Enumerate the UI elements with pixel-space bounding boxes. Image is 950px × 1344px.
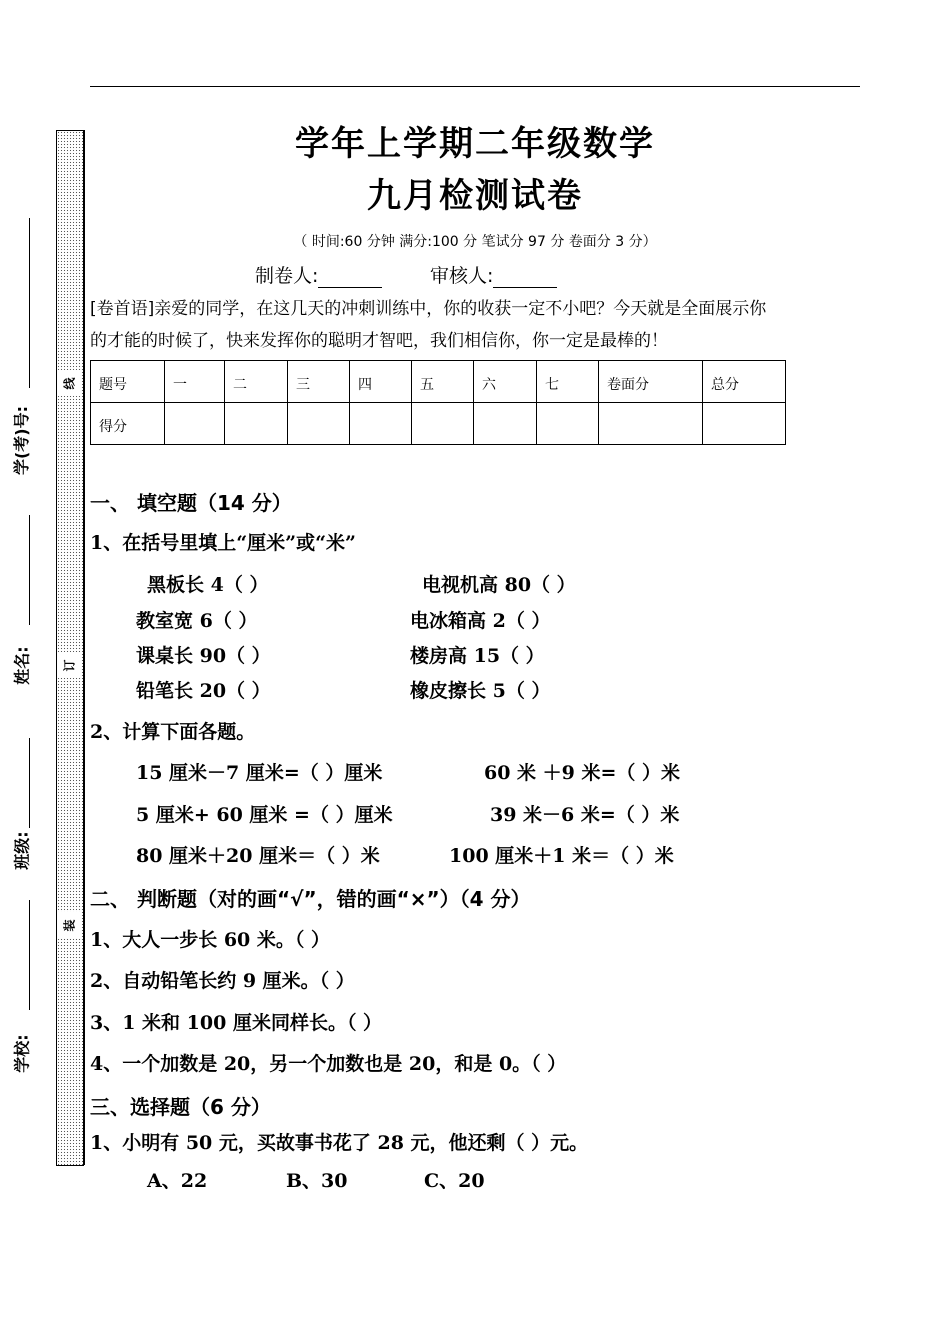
score-table-score-row <box>91 403 786 445</box>
school-label: 学校: <box>12 1033 32 1073</box>
judge-item: 4、一个加数是 20，另一个加数也是 20，和是 0。（ ） <box>90 1053 567 1075</box>
header-cell: 卷面分 <box>599 361 703 403</box>
strip-char-xian: 线 <box>57 370 81 396</box>
header-cell: 三 <box>288 361 350 403</box>
header-cell: 二 <box>225 361 288 403</box>
judge-item: 1、大人一步长 60 米。（ ） <box>90 929 331 951</box>
section-2-title: 二、 判断题（对的画“√”，错的画“×”）（4 分） <box>90 887 531 911</box>
score-cell[interactable] <box>225 403 288 445</box>
header-cell: 五 <box>412 361 474 403</box>
header-cell: 四 <box>350 361 412 403</box>
score-row-label: 得分 <box>91 403 165 445</box>
score-cell[interactable] <box>165 403 225 445</box>
header-cell: 总分 <box>703 361 786 403</box>
class-label: 班级: <box>12 830 32 870</box>
school-line <box>29 900 30 1010</box>
fill-item: 教室宽 6（ ） <box>136 610 258 632</box>
maker-label: 制卷人: <box>255 265 319 287</box>
question-1-1: 1、在括号里填上“厘米”或“米” <box>90 532 356 554</box>
intro-line-1: [卷首语]亲爱的同学，在这几天的冲刺训练中，你的收获一定不小吧？今天就是全面展示你 <box>90 299 767 319</box>
choice-option-b[interactable]: B、30 <box>286 1170 348 1192</box>
fill-item: 黑板长 4（ ） <box>147 574 269 596</box>
choice-option-c[interactable]: C、20 <box>424 1170 485 1192</box>
binding-strip-border <box>84 130 85 1165</box>
calc-item: 80 厘米＋20 厘米＝（ ）米 <box>136 845 380 867</box>
judge-item: 2、自动铅笔长约 9 厘米。（ ） <box>90 970 355 992</box>
reviewer-label: 审核人: <box>430 265 494 287</box>
title-line-2: 九月检测试卷 <box>367 176 583 216</box>
score-cell[interactable] <box>350 403 412 445</box>
header-cell: 一 <box>165 361 225 403</box>
fill-item: 课桌长 90（ ） <box>136 645 271 667</box>
question-1-2: 2、计算下面各题。 <box>90 721 256 743</box>
maker-field <box>255 261 382 288</box>
calc-item: 60 米 ＋9 米=（ ）米 <box>484 762 681 784</box>
binding-strip <box>56 130 84 1166</box>
calc-item: 39 米－6 米=（ ）米 <box>490 804 680 826</box>
choice-question-1: 1、小明有 50 元，买故事书花了 28 元，他还剩（ ）元。 <box>90 1132 589 1154</box>
top-rule <box>90 86 860 87</box>
fill-item: 橡皮擦长 5（ ） <box>410 680 551 702</box>
title-line-1: 学年上学期二年级数学 <box>295 124 655 164</box>
score-cell[interactable] <box>412 403 474 445</box>
maker-blank[interactable] <box>318 269 382 288</box>
header-cell: 题号 <box>91 361 165 403</box>
calc-item: 5 厘米+ 60 厘米 =（ ）厘米 <box>136 804 393 826</box>
section-1-title: 一、 填空题（14 分） <box>90 491 292 515</box>
exam-info: （ 时间:60 分钟 满分:100 分 笔试分 97 分 卷面分 3 分） <box>293 234 657 250</box>
score-cell[interactable] <box>537 403 599 445</box>
calc-item: 15 厘米－7 厘米=（ ）厘米 <box>136 762 383 784</box>
name-line <box>29 515 30 625</box>
score-table <box>90 360 786 445</box>
score-cell[interactable] <box>474 403 537 445</box>
score-cell[interactable] <box>599 403 703 445</box>
choice-option-a[interactable]: A、22 <box>147 1170 208 1192</box>
score-cell[interactable] <box>288 403 350 445</box>
student-id-label: 学(考)号: <box>12 405 32 475</box>
reviewer-blank[interactable] <box>493 269 557 288</box>
fill-item: 电视机高 80（ ） <box>422 574 576 596</box>
strip-char-zhuang: 装 <box>57 912 81 938</box>
reviewer-field <box>430 261 557 288</box>
calc-item: 100 厘米＋1 米＝（ ）米 <box>449 845 674 867</box>
section-3-title: 三、选择题（6 分） <box>90 1095 271 1119</box>
fill-item: 铅笔长 20（ ） <box>136 680 271 702</box>
score-table-header-row <box>91 361 786 403</box>
fill-item: 电冰箱高 2（ ） <box>410 610 551 632</box>
score-cell[interactable] <box>703 403 786 445</box>
header-cell: 六 <box>474 361 537 403</box>
header-cell: 七 <box>537 361 599 403</box>
strip-char-ding: 订 <box>57 652 81 678</box>
fill-item: 楼房高 15（ ） <box>410 645 545 667</box>
name-label: 姓名: <box>12 645 32 685</box>
intro-line-2: 的才能的时候了，快来发挥你的聪明才智吧，我们相信你，你一定是最棒的！ <box>90 331 668 351</box>
judge-item: 3、1 米和 100 厘米同样长。（ ） <box>90 1012 383 1034</box>
